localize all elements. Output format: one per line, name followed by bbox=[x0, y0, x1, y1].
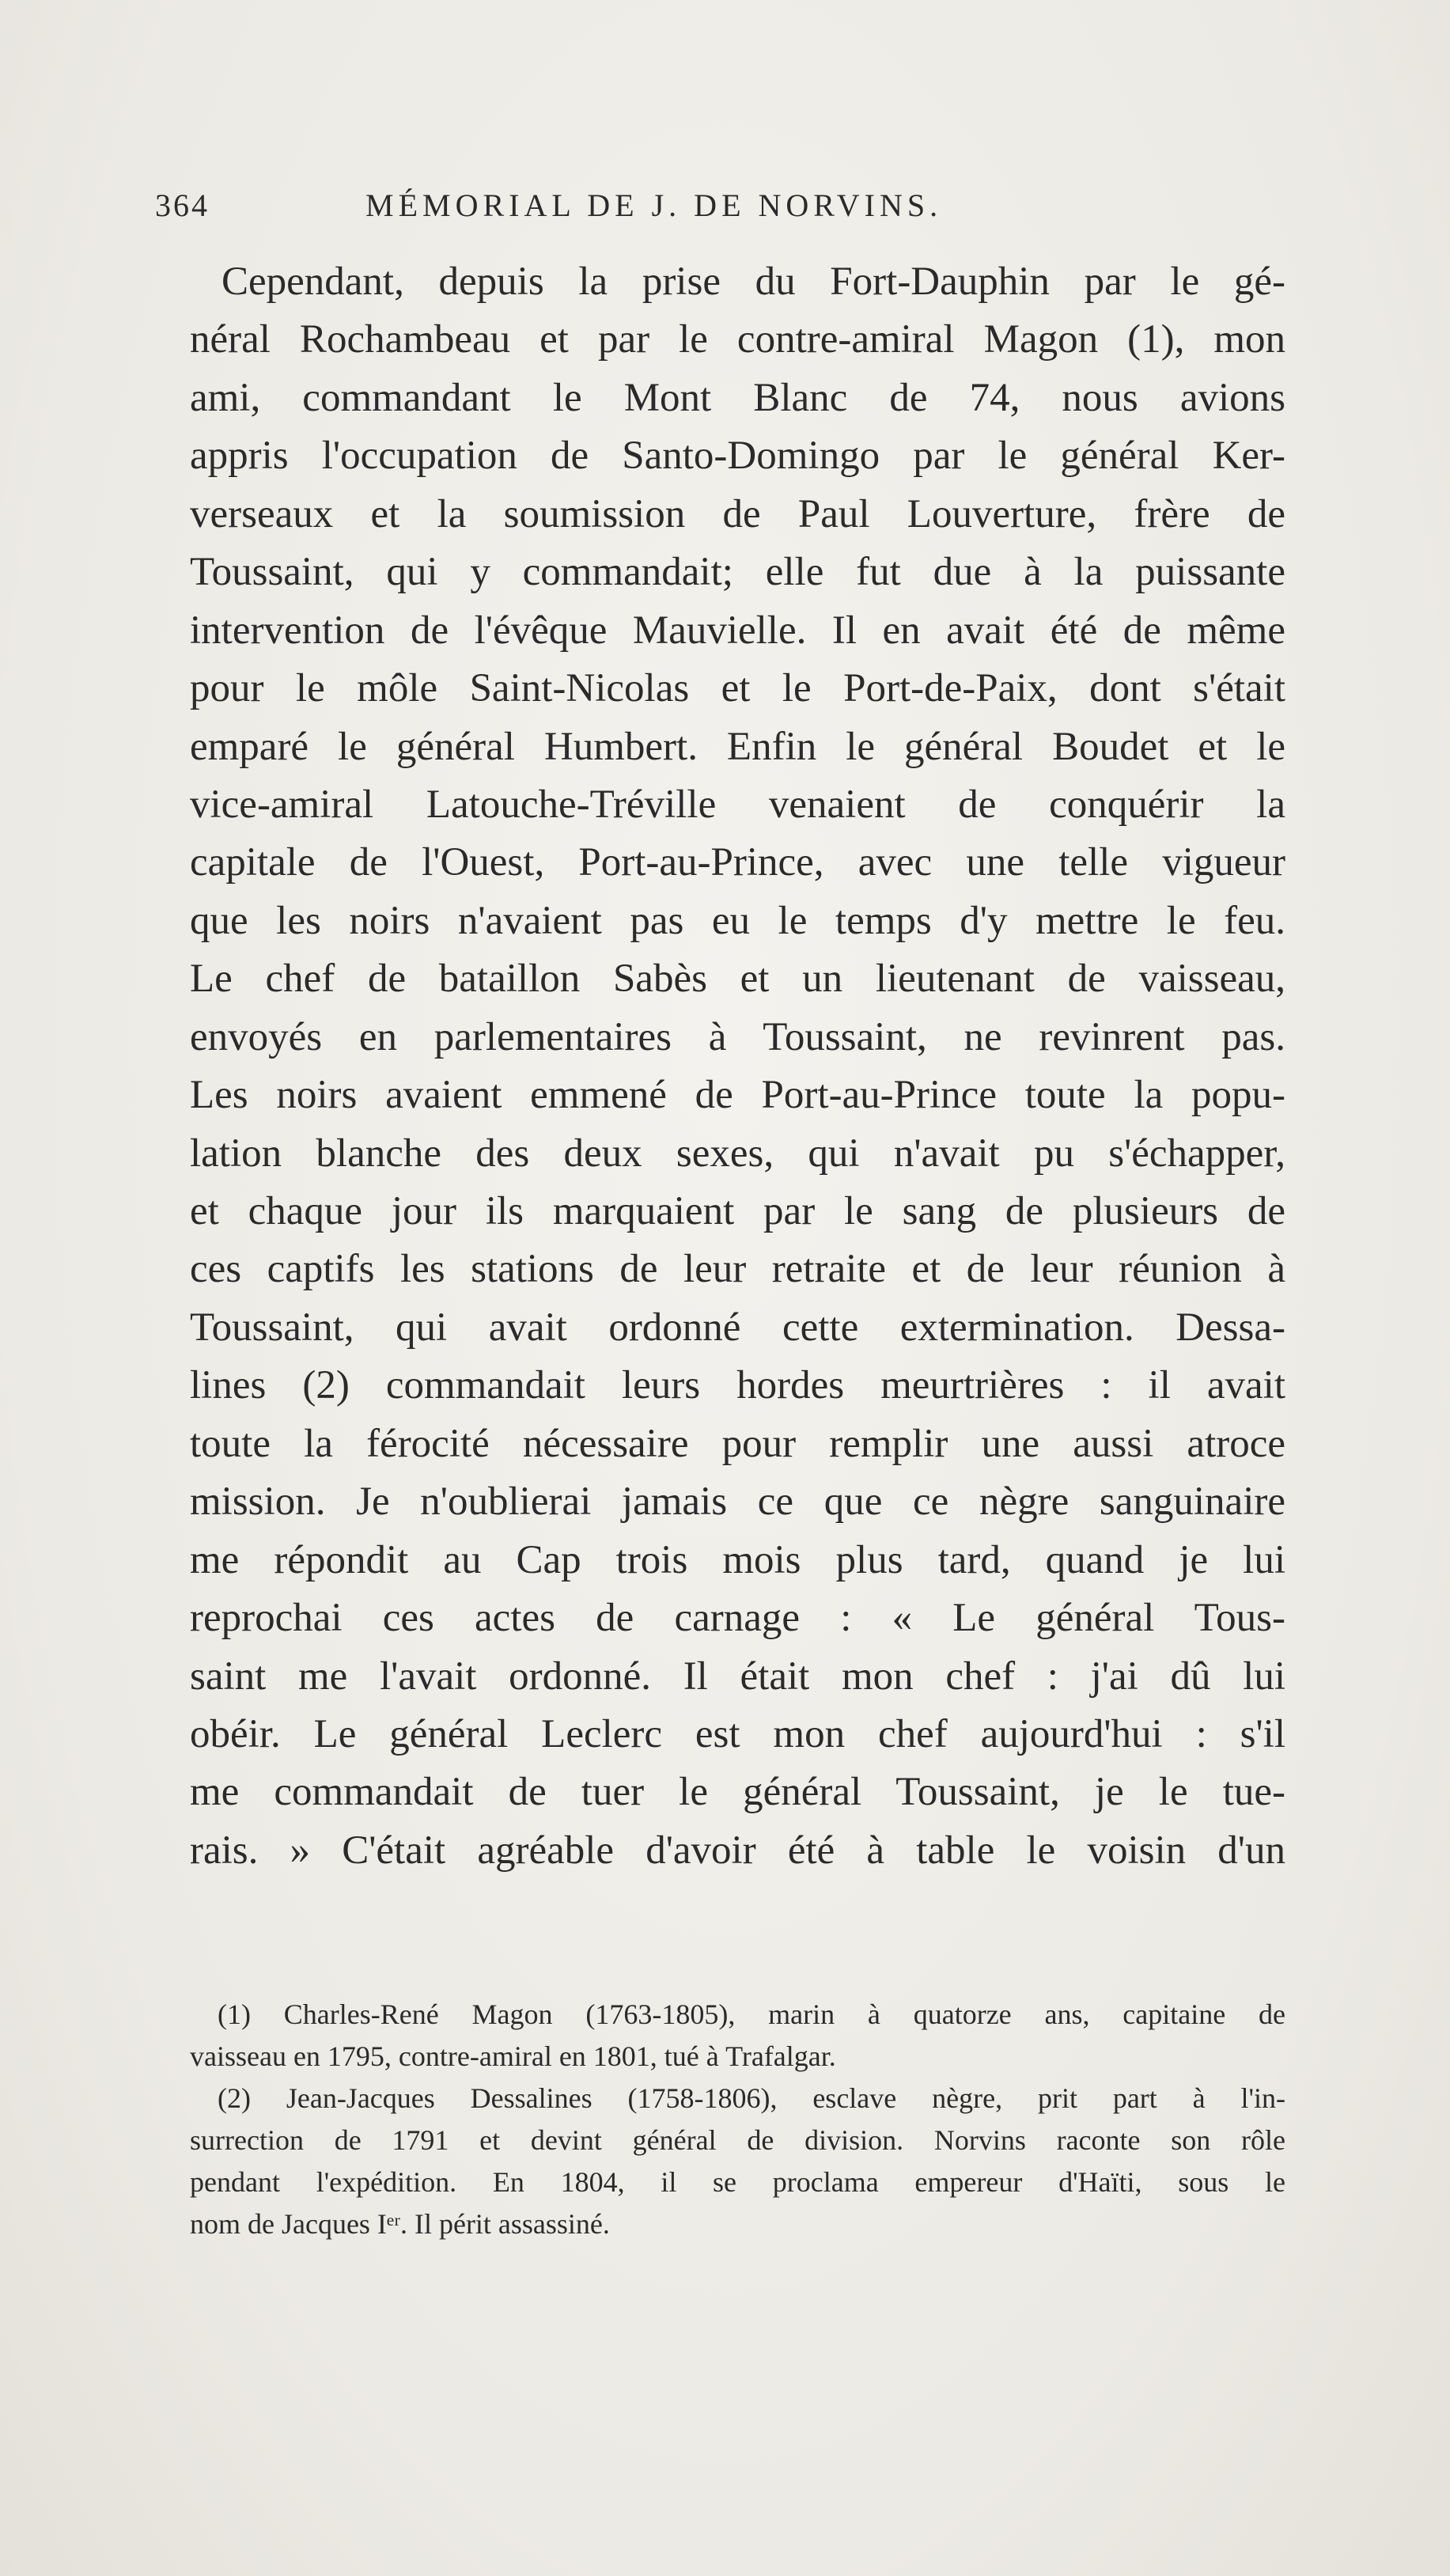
footnote-line: pendant l'expédition. En 1804, il se proclama empereur d'Haïti, sous le bbox=[190, 2166, 1285, 2198]
footnote-line: (2) Jean-Jacques Dessalines (1758-1806), esclave nègre, prit part à l'in- bbox=[218, 2082, 1285, 2114]
page-header bbox=[155, 187, 1278, 234]
text-line: me répondit au Cap trois mois plus tard, quand je lui bbox=[190, 1537, 1285, 1582]
text-line: ces captifs les stations de leur retraite et de leur réunion à bbox=[190, 1247, 1285, 1292]
text-line: verseaux et la soumission de Paul Louverture, frère de bbox=[190, 491, 1285, 536]
text-line: Les noirs avaient emmené de Port-au-Prince toute la popu- bbox=[190, 1073, 1285, 1118]
main-text bbox=[190, 253, 1285, 1880]
footnote-line: surrection de 1791 et devint général de division. Norvins raconte son rôle bbox=[190, 2124, 1285, 2156]
text-line: Toussaint, qui y commandait; elle fut due à la puissante bbox=[190, 550, 1285, 595]
text-line: obéir. Le général Leclerc est mon chef aujourd'hui : s'il bbox=[190, 1711, 1285, 1756]
text-line: néral Rochambeau et par le contre-amiral Magon (1), mon bbox=[190, 317, 1285, 362]
text-line: mission. Je n'oublierai jamais ce que ce nègre sanguinaire bbox=[190, 1479, 1285, 1525]
text-line: rais. » C'était agréable d'avoir été à table le voisin d'un bbox=[190, 1828, 1285, 1873]
text-line: saint me l'avait ordonné. Il était mon chef : j'ai dû lui bbox=[190, 1654, 1285, 1699]
footnote-line: vaisseau en 1795, contre-amiral en 1801, tué à Trafalgar. bbox=[190, 2040, 836, 2072]
text-line: toute la férocité nécessaire pour remplir une aussi atroce bbox=[190, 1421, 1285, 1466]
text-line: emparé le général Humbert. Enfin le général Boudet et le bbox=[190, 724, 1285, 769]
text-line: me commandait de tuer le général Toussaint, je le tue- bbox=[190, 1770, 1285, 1815]
text-line: lation blanche des deux sexes, qui n'avait pu s'échapper, bbox=[190, 1131, 1285, 1176]
text-line: envoyés en parlementaires à Toussaint, ne revinrent pas. bbox=[190, 1014, 1285, 1059]
text-line: capitale de l'Ouest, Port-au-Prince, avec une telle vigueur bbox=[190, 840, 1285, 885]
text-line: appris l'occupation de Santo-Domingo par le général Ker- bbox=[190, 434, 1285, 479]
text-line: reprochai ces actes de carnage : « Le général Tous- bbox=[190, 1596, 1285, 1641]
footnote-line: (1) Charles-René Magon (1763-1805), marin à quatorze ans, capitaine de bbox=[218, 1998, 1285, 2030]
text-line: lines (2) commandait leurs hordes meurtrières : il avait bbox=[190, 1363, 1285, 1408]
footnote-line: nom de Jacques Iᵉʳ. Il périt assassiné. bbox=[190, 2208, 610, 2240]
running-title: MÉMORIAL DE J. DE NORVINS. bbox=[365, 188, 943, 223]
text-line: que les noirs n'avaient pas eu le temps d'y mettre le feu. bbox=[190, 898, 1285, 943]
footnotes bbox=[190, 1994, 1285, 2245]
text-line: Cependant, depuis la prise du Fort-Dauphin par le gé- bbox=[221, 259, 1285, 304]
page-number: 364 bbox=[155, 188, 210, 223]
text-line: et chaque jour ils marquaient par le sang de plusieurs de bbox=[190, 1189, 1285, 1233]
text-line: Le chef de bataillon Sabès et un lieutenant de vaisseau, bbox=[190, 957, 1285, 1002]
text-line: intervention de l'évêque Mauvielle. Il en avait été de même bbox=[190, 608, 1285, 653]
text-line: ami, commandant le Mont Blanc de 74, nous avions bbox=[190, 375, 1285, 420]
text-line: vice-amiral Latouche-Tréville venaient de conquérir la bbox=[190, 782, 1285, 827]
text-line: Toussaint, qui avait ordonné cette extermination. Dessa- bbox=[190, 1305, 1285, 1350]
text-line: pour le môle Saint-Nicolas et le Port-de-Paix, dont s'était bbox=[190, 666, 1285, 711]
